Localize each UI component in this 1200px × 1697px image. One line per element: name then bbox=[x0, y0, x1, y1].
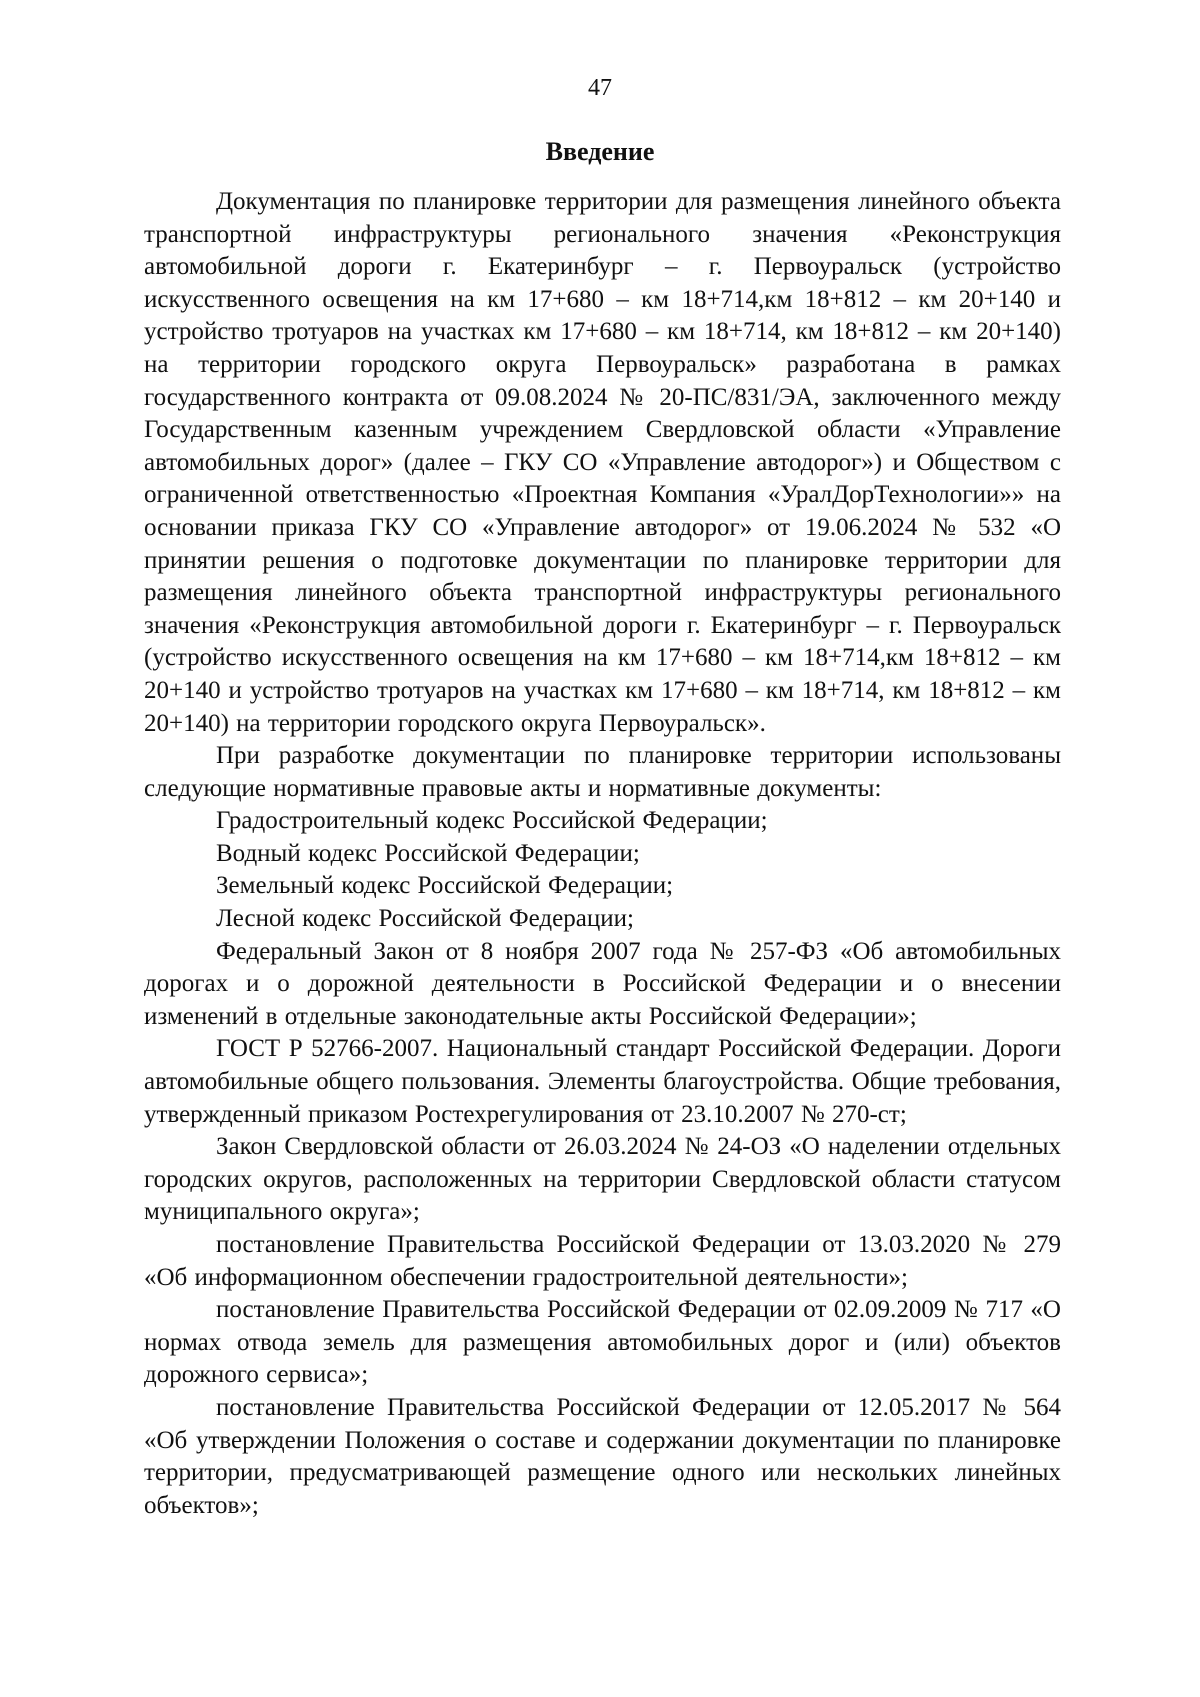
list-item-forest-code: Лесной кодекс Российской Федерации; bbox=[216, 905, 634, 933]
list-item-decree-564: постановление Правительства Российской Федерации от 12.05.2017 № 564 «Об утверждении Положения о составе и содержании документации по планировке территории, предусматривающей размещение одного или нескольких линейных объектов»; bbox=[144, 1393, 1061, 1519]
paragraph-intro: Документация по планировке территории для размещения линейного объекта транспортной инфраструктуры регионального значения «Реконструкция автомобильной дороги г. Екатеринбург – г. Первоуральск (устройство искусственного освещения на км 17+680 – км 18+714,км 18+812 – км 20+140 и устройство тротуаров на участках км 17+680 – км 18+714, км 18+812 – км 20+140) на территории городского округа Первоуральск» разработана в рамках государственного контракта от 09.08.2024 № 20-ПС/831/ЭА, заключенного между Государственным казенным учреждением Свердловской области «Управление автомобильных дорог» (далее – ГКУ СО «Управление автодорог») и Обществом с ограниченной ответственностью «Проектная Компания «УралДорТехнологии»» на основании приказа ГКУ СО «Управление автодорог» от 19.06.2024 № 532 «О принятии решения о подготовке документации по планировке территории для размещения линейного объекта транспортной инфраструктуры регионального значения «Реконструкция автомобильной дороги г. Екатеринбург – г. Первоуральск (устройство искусственного освещения на км 17+680 – км 18+714,км 18+812 – км 20+140 и устройство тротуаров на участках км 17+680 – км 18+714, км 18+812 – км 20+140) на территории городского округа Первоуральск». bbox=[144, 188, 1061, 737]
list-item-urban-code: Градостроительный кодекс Российской Федерации; bbox=[216, 807, 768, 835]
page-number: 47 bbox=[588, 75, 612, 101]
list-item-gost-52766: ГОСТ Р 52766-2007. Национальный стандарт Российской Федерации. Дороги автомобильные общего пользования. Элементы благоустройства. Общие требования, утвержденный приказом Ростехрегулирования от 23.10.2007 № 270-ст; bbox=[144, 1035, 1061, 1128]
list-item-decree-717: постановление Правительства Российской Федерации от 02.09.2009 № 717 «О нормах отвода земель для размещения автомобильных дорог и (или) объектов дорожного сервиса»; bbox=[144, 1296, 1061, 1389]
paragraph-normative-intro: При разработке документации по планировке территории использованы следующие нормативные правовые акты и нормативные документы: bbox=[144, 742, 1061, 802]
list-item-water-code: Водный кодекс Российской Федерации; bbox=[216, 839, 640, 867]
list-item-decree-279: постановление Правительства Российской Федерации от 13.03.2020 № 279 «Об информационном обеспечении градостроительной деятельности»; bbox=[144, 1231, 1061, 1291]
section-title: Введение bbox=[545, 137, 655, 166]
list-item-federal-law-257: Федеральный Закон от 8 ноября 2007 года № 257-ФЗ «Об автомобильных дорогах и о дорожной деятельности в Российской Федерации и о внесении изменений в отдельные законодательные акты Российской Федерации»; bbox=[144, 937, 1061, 1030]
list-item-sverdlovsk-law: Закон Свердловской области от 26.03.2024 № 24-ОЗ «О наделении отдельных городских округов, расположенных на территории Свердловской области статусом муниципального округа»; bbox=[144, 1133, 1061, 1226]
document-body bbox=[144, 186, 1061, 1522]
list-item-land-code: Земельный кодекс Российской Федерации; bbox=[216, 872, 674, 900]
